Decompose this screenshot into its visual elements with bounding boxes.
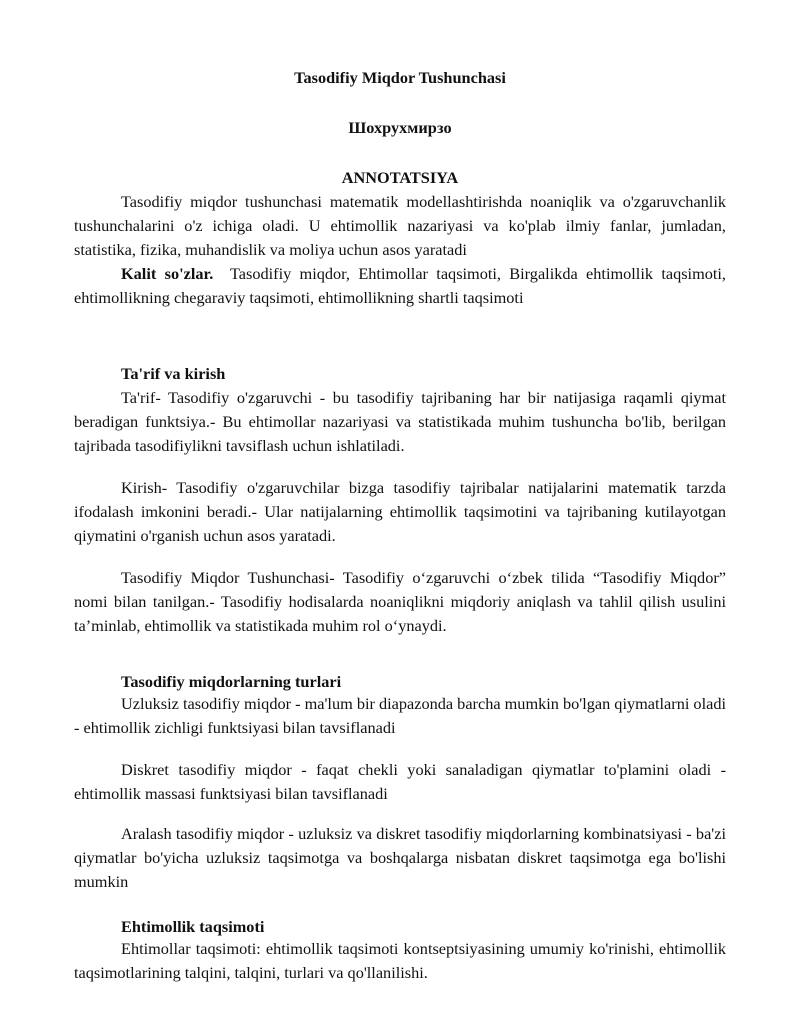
- keywords-paragraph: [74, 262, 726, 310]
- annotation-text: Tasodifiy miqdor tushunchasi matematik modellashtirishda noaniqlik va o'zgaruvchanlik tushunchalarini o'z ichiga oladi. U ehtimollik nazariyasi va ko'plab ilmiy fanlar, jumladan, statistika, fizika, muhandislik va moliya uchun asos yaratadi: [74, 192, 726, 259]
- section-heading-distribution: Ehtimollik taqsimoti: [121, 917, 265, 936]
- section-heading-types: Tasodifiy miqdorlarning turlari: [121, 672, 342, 691]
- mixed-paragraph: Aralash tasodifiy miqdor - uzluksiz va diskret tasodifiy miqdorlarning kombinatsiyasi - ba'zi qiymatlar bo'yicha uzluksiz taqsimotga va boshqalarga nisbatan diskret taqsimotga ega bo'lishi mumkin: [74, 824, 726, 891]
- document-title: Tasodifiy Miqdor Tushunchasi: [294, 68, 506, 87]
- distribution-paragraph: Ehtimollar taqsimoti: ehtimollik taqsimoti kontseptsiyasining umumiy ko'rinishi, ehtimollik taqsimotlarining talqini, talqini, turlari va qo'llanilishi.: [74, 939, 726, 982]
- introduction-paragraph: Kirish- Tasodifiy o'zgaruvchilar bizga tasodifiy tajribalar natijalarini matematik tarzda ifodalash imkonini beradi.- Ular natijalarning ehtimollik taqsimotini va tajribaning kutilayotgan qiymatini o'rganish uchun asos yaratadi.: [74, 478, 726, 545]
- author-name: Шохрухмирзо: [348, 118, 452, 137]
- keywords-text: Tasodifiy miqdor, Ehtimollar taqsimoti, Birgalikda ehtimollik taqsimoti, ehtimollikning chegaraviy taqsimoti, ehtimollikning shartli taqsimoti: [74, 264, 726, 307]
- definition-paragraph: Ta'rif- Tasodifiy o'zgaruvchi - bu tasodifiy tajribaning har bir natijasiga raqamli qiymat beradigan funktsiya.- Bu ehtimollar nazariyasi va statistikada muhim tushuncha bo'lib, berilgan tajribada tasodifiylikni tavsiflash uchun ishlatiladi.: [74, 388, 726, 455]
- continuous-paragraph: Uzluksiz tasodifiy miqdor - ma'lum bir diapazonda barcha mumkin bo'lgan qiymatlarni oladi - ehtimollik zichligi funktsiyasi bilan tavsiflanadi: [74, 694, 726, 737]
- keywords-label: Kalit so'zlar.: [121, 264, 214, 283]
- annotation-heading: ANNOTATSIYA: [341, 168, 459, 187]
- section-heading-definition: Ta'rif va kirish: [121, 364, 226, 383]
- concept-paragraph: Tasodifiy Miqdor Tushunchasi- Tasodifiy o‘zgaruvchi o‘zbek tilida “Tasodifiy Miqdor” nomi bilan tanilgan.- Tasodifiy hodisalarda noaniqlikni miqdoriy aniqlash va tahlil qilish usulini ta’minlab, ehtimollik va statistikada muhim rol o‘ynaydi.: [74, 568, 726, 635]
- discrete-paragraph: Diskret tasodifiy miqdor - faqat chekli yoki sanaladigan qiymatlar to'plamini oladi - ehtimollik massasi funktsiyasi bilan tavsiflanadi: [74, 760, 726, 803]
